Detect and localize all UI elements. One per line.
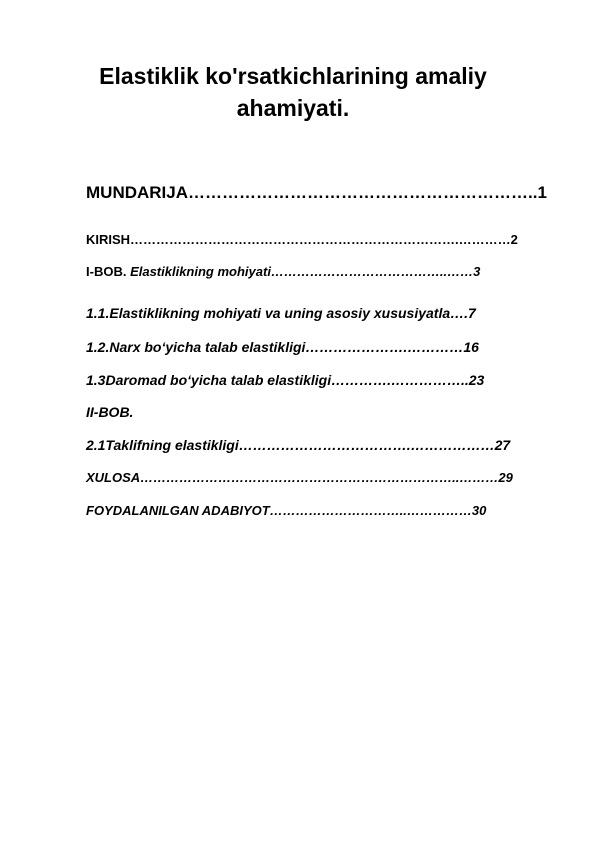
- toc-item-1-1: 1.1.Elastiklikning mohiyati va uning asosiy xususiyatla….7: [86, 305, 476, 321]
- toc-item-1-2: 1.2.Narx bo‘yicha talab elastikligi………………….…………16: [86, 339, 479, 355]
- title-line-2: ahamiyati.: [236, 95, 350, 121]
- toc-item-i-bob: [86, 264, 480, 279]
- toc-item-i-bob-prefix: I-BOB.: [86, 264, 131, 279]
- toc-item-foydalanilgan-adabiyot: FOYDALANILGAN ADABIYOT…………………………..……………30: [86, 503, 487, 518]
- toc-item-kirish: KIRISH………………………………………………………………….…………2: [86, 232, 518, 247]
- toc-item-ii-bob: II-BOB.: [86, 404, 134, 420]
- toc-item-i-bob-title: Elastiklikning mohiyati…………………………………..……3: [130, 264, 481, 279]
- toc-item-1-3: 1.3Daromad bo‘yicha talab elastikligi………….……………..23: [86, 372, 485, 388]
- document-title: [60, 60, 526, 124]
- toc-item-2-1: 2.1Taklifning elastikligi……………………………….………………27: [86, 437, 511, 453]
- title-line-1: Elastiklik ko'rsatkichlarining amaliy: [99, 63, 487, 89]
- toc-heading: MUNDARIJA……………………………………………………..1: [86, 183, 547, 202]
- toc-item-xulosa: XULOSA………………………………………………………………..………29: [86, 470, 513, 485]
